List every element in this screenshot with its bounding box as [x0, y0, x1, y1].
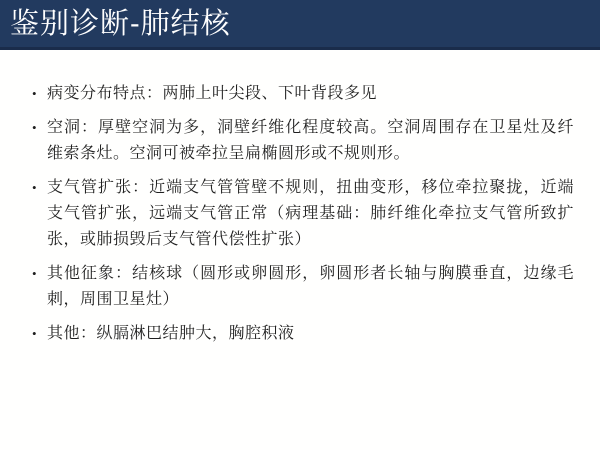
slide-header: [0, 0, 600, 50]
bullet-list: [32, 81, 574, 347]
list-item: [32, 261, 574, 313]
bullet-text: 其他：纵膈淋巴结肿大，胸腔积液: [47, 325, 295, 342]
bullet-icon: •: [32, 120, 38, 135]
bullet-icon: •: [32, 326, 38, 341]
list-item: [32, 175, 574, 253]
list-item: [32, 115, 574, 167]
bullet-text: 空洞：厚壁空洞为多，洞壁纤维化程度较高。空洞周围存在卫星灶及纤维索条灶。空洞可被牵拉呈扁椭圆形或不规则形。: [47, 119, 574, 162]
bullet-icon: •: [32, 86, 38, 101]
list-item: [32, 81, 574, 107]
bullet-text: 支气管扩张：近端支气管管壁不规则，扭曲变形，移位牵拉聚拢，近端支气管扩张，远端支气管正常（病理基础：肺纤维化牵拉支气管所致扩张，或肺损毁后支气管代偿性扩张）: [47, 179, 574, 248]
bullet-text: 其他征象：结核球（圆形或卵圆形，卵圆形者长轴与胸膜垂直，边缘毛刺，周围卫星灶）: [47, 265, 574, 308]
slide-body: [0, 50, 600, 347]
slide-title: 鉴别诊断-肺结核: [10, 8, 231, 40]
bullet-text: 病变分布特点：两肺上叶尖段、下叶背段多见: [47, 85, 378, 102]
list-item: [32, 321, 574, 347]
bullet-icon: •: [32, 266, 38, 281]
bullet-icon: •: [32, 180, 38, 195]
